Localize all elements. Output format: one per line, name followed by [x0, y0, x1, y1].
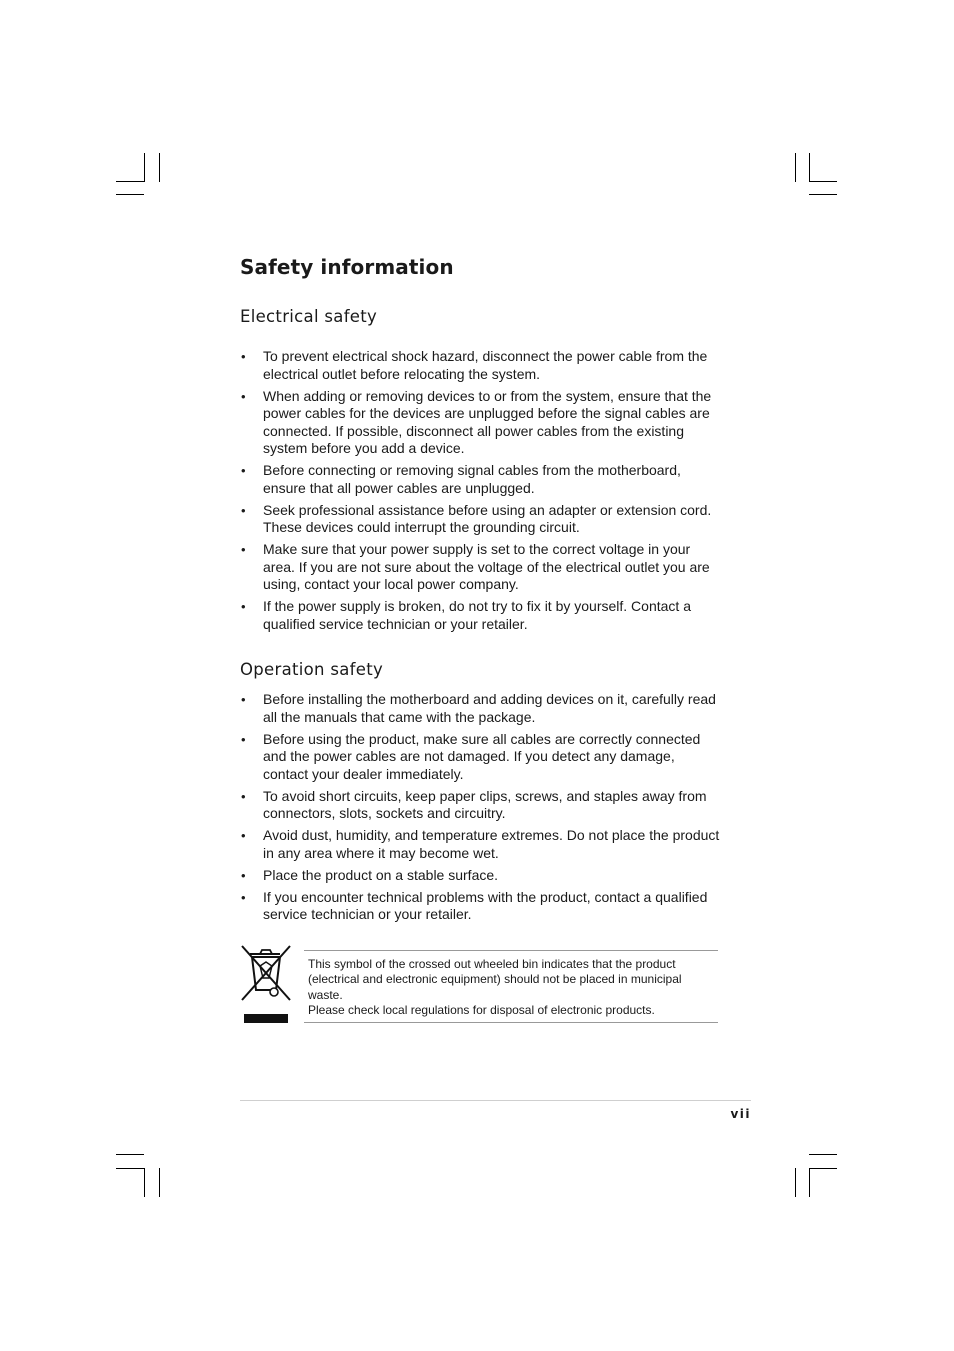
crop-mark: [809, 1154, 837, 1155]
bullet-icon: •: [241, 788, 246, 804]
bullet-icon: •: [241, 349, 246, 364]
crop-mark: [795, 1168, 796, 1197]
crop-mark: [116, 194, 144, 195]
page-title: Safety information: [240, 255, 454, 279]
list-item-text: Before connecting or removing signal cables from the motherboard, ensure that all power cables are unplugged.: [263, 462, 681, 496]
bullet-icon: •: [241, 542, 246, 557]
list-item: [240, 788, 720, 823]
crop-mark: [809, 194, 837, 195]
footer-divider: [240, 1100, 751, 1101]
crop-mark: [795, 153, 796, 182]
crop-mark: [116, 1168, 144, 1169]
list-item-text: If you encounter technical problems with the product, contact a qualified service technician or your retailer.: [263, 888, 708, 922]
weee-note-text: This symbol of the crossed out wheeled bin indicates that the product (electrical and electronic equipment) should not be placed in municipal waste.: [308, 957, 682, 1002]
crop-mark: [809, 1168, 810, 1197]
list-item-text: Seek professional assistance before using an adapter or extension cord. These devices could interrupt the grounding circuit.: [263, 501, 712, 535]
list-item-text: Place the product on a stable surface.: [263, 866, 499, 883]
list-item: [240, 541, 720, 594]
crop-mark: [809, 181, 837, 182]
weee-note-text: Please check local regulations for disposal of electronic products.: [308, 1002, 655, 1017]
bullet-icon: •: [241, 867, 246, 883]
list-item: [240, 867, 720, 885]
bullet-icon: •: [241, 502, 246, 518]
electrical-safety-list: [240, 348, 720, 638]
list-item: [240, 827, 720, 862]
list-item-text: Before using the product, make sure all cables are correctly connected and the power cables are not damaged. If you detect any damage, contact your dealer immediately.: [263, 730, 701, 782]
list-item: [240, 388, 720, 458]
crop-mark: [116, 1154, 144, 1155]
page-number: vii: [730, 1107, 751, 1121]
bullet-icon: •: [241, 731, 246, 747]
bullet-icon: •: [241, 692, 246, 707]
electrical-safety-heading: Electrical safety: [240, 307, 378, 326]
bullet-icon: •: [241, 463, 246, 478]
crop-mark: [809, 153, 810, 182]
bullet-icon: •: [241, 388, 246, 404]
list-item-text: To prevent electrical shock hazard, disconnect the power cable from the electrical outlet before relocating the system.: [263, 348, 708, 382]
crop-mark: [144, 153, 145, 182]
list-item-text: Before installing the motherboard and adding devices on it, carefully read all the manuals that came with the package.: [263, 691, 716, 725]
operation-safety-list: [240, 691, 720, 928]
list-item: [240, 691, 720, 726]
weee-disposal-note: [304, 950, 718, 1023]
crop-mark: [116, 181, 144, 182]
list-item-text: When adding or removing devices to or from the system, ensure that the power cables for the devices are unplugged before the signal cables are connected. If possible, disconnect all power cables from the existing system before you add a device.: [263, 387, 712, 456]
bullet-icon: •: [241, 889, 246, 905]
list-item-text: Avoid dust, humidity, and temperature extremes. Do not place the product in any area where it may become wet.: [263, 827, 720, 861]
list-item-text: Make sure that your power supply is set to the correct voltage in your area. If you are not sure about the voltage of the electrical outlet you are using, contact your local power company.: [263, 541, 710, 592]
list-item-text: To avoid short circuits, keep paper clips, screws, and staples away from connectors, slots, sockets and circuitry.: [263, 787, 707, 821]
list-item-text: If the power supply is broken, do not try to fix it by yourself. Contact a qualified service technician or your retailer.: [263, 598, 691, 632]
crop-mark: [809, 1168, 837, 1169]
bullet-icon: •: [241, 828, 246, 843]
crossed-out-wheeled-bin-icon: [240, 944, 292, 1026]
list-item: [240, 348, 720, 383]
operation-safety-heading: Operation safety: [240, 660, 384, 679]
list-item: [240, 462, 720, 497]
crop-mark: [159, 1168, 160, 1197]
list-item: [240, 889, 720, 924]
bullet-icon: •: [241, 599, 246, 614]
list-item: [240, 731, 720, 784]
list-item: [240, 598, 720, 633]
crop-mark: [144, 1168, 145, 1197]
crop-mark: [159, 153, 160, 182]
list-item: [240, 502, 720, 537]
